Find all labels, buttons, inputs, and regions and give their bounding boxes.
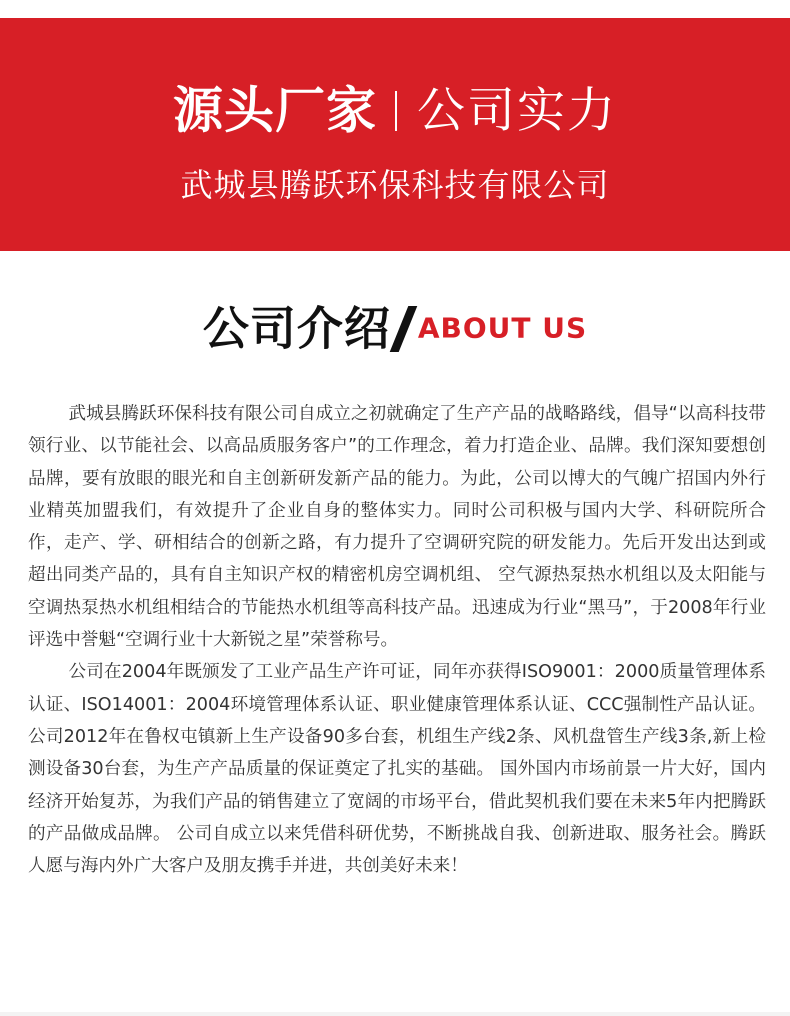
slash-divider — [390, 306, 418, 352]
banner-title-main: 源头厂家 — [172, 81, 377, 140]
section-title-cn: 公司介绍 — [202, 301, 391, 356]
intro-paragraph-1: 武城县腾跃环保科技有限公司自成立之初就确定了生产产品的战略路线，倡导“以高科技带领行业、以节能社会、以高品质服务客户”的工作理念，着力打造企业、品牌。我们深知要想创品牌，要有放眼的眼光和自主创新研发新产品的能力。为此，公司以博大的气魄广招国内外行业精英加盟我们，有效提升了企业自身的整体实力。同时公司积极与国内大学、科研院所合作，走产、学、研相结合的创新之路，有力提升了空调研究院的研发能力。先后开发出达到或超出同类产品的，具有自主知识产权的精密机房空调机组、 空气源热泵热水机组以及太阳能与空调热泵热水机组相结合的节能热水机组等高科技产品。迅速成为行业“黑马”，于2008年行业评选中誉魁“空调行业十大新锐之星”荣誉称号。 — [28, 404, 766, 651]
banner-title-row — [0, 80, 790, 141]
company-introduction — [28, 398, 766, 882]
bottom-divider — [0, 1012, 790, 1016]
section-title-en: ABOUT US — [417, 311, 588, 345]
banner-title-sub: 公司实力 — [416, 82, 617, 139]
company-name: 武城县腾跃环保科技有限公司 — [180, 166, 610, 204]
section-heading — [0, 300, 790, 357]
header-banner — [0, 18, 790, 251]
top-margin — [0, 0, 790, 18]
intro-paragraph-2: 公司在2004年既颁发了工业产品生产许可证，同年亦获得ISO9001：2000质量管理体系认证、ISO14001：2004环境管理体系认证、职业健康管理体系认证、CCC强制性产品认证。 公司2012年在鲁权屯镇新上生产设备90多台套，机组生产线2条、风机盘管生产线3条,新上检测设备30台套，为生产产品质量的保证奠定了扎实的基础。 国外国内市场前景一片大好，国内经济开始复苏，为我们产品的销售建立了宽阔的市场平台，借此契机我们要在未来5年内把腾跃的产品做成品牌。 公司自成立以来凭借科研优势，不断挑战自我、创新进取、服务社会。腾跃人愿与海内外广大客户及朋友携手并进，共创美好未来！ — [28, 662, 766, 877]
banner-separator — [395, 91, 397, 131]
